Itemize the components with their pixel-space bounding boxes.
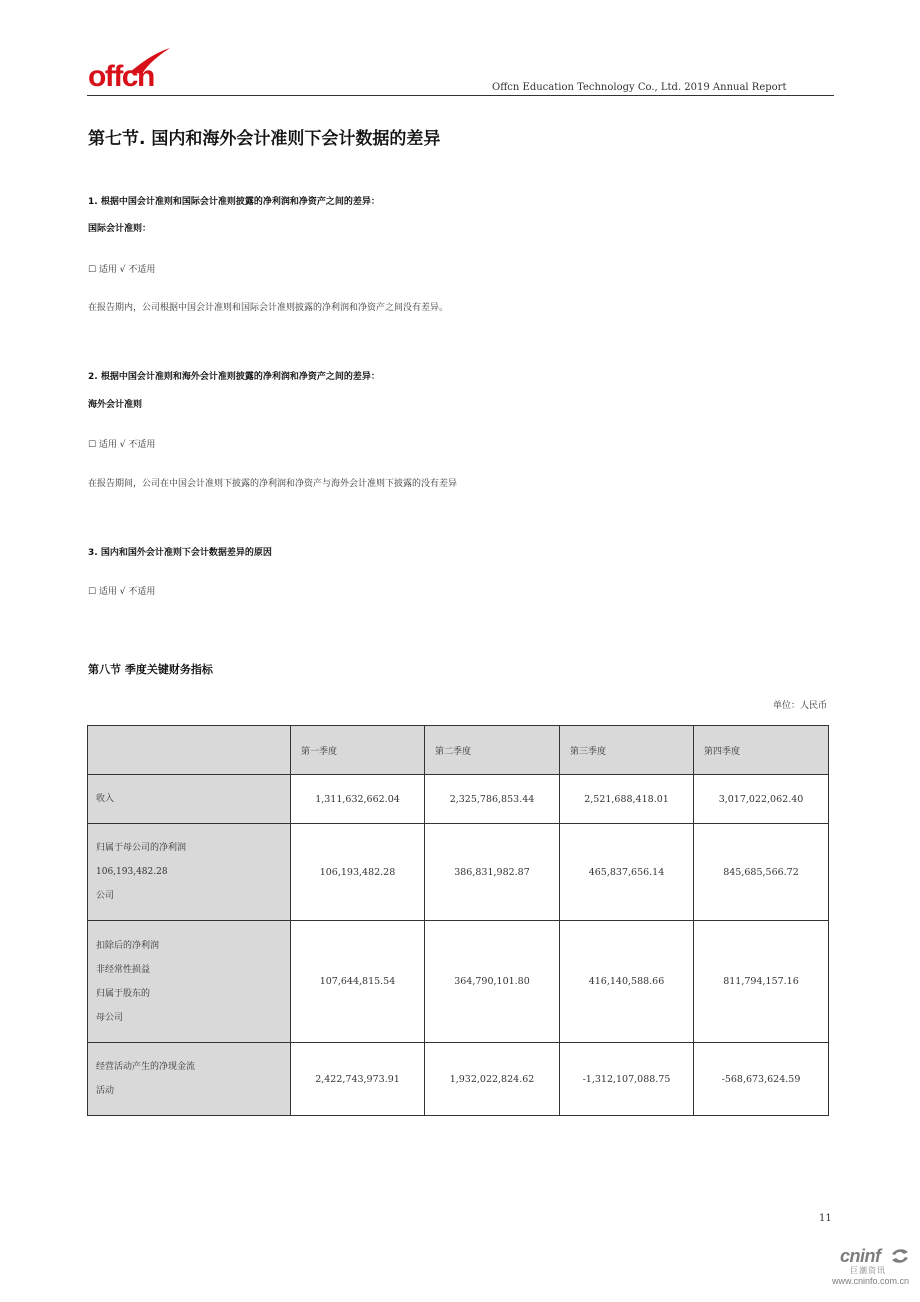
currency-unit: 单位：人民币 (772, 701, 827, 711)
table-row (88, 1043, 829, 1116)
section7-item2-heading: 2. 根据中国会计准则和海外会计准则披露的净利润和净资产之间的差异： (88, 372, 380, 382)
header-divider (87, 95, 834, 96)
table-cell: 106,193,482.28 (291, 824, 425, 921)
cninfo-watermark (832, 1246, 916, 1288)
section7-item1-subheading: 国际会计准则： (88, 224, 152, 234)
row-label-line: 归属于母公司的净利润 (96, 843, 187, 853)
page-number: 11 (819, 1213, 832, 1224)
row-label-line: 收入 (96, 794, 115, 804)
row-label-line: 母公司 (96, 1012, 124, 1023)
row-label-line: 归属于股东的 (96, 988, 151, 999)
row-label-line: 扣除后的净利润 (96, 940, 160, 951)
row-label (88, 824, 291, 921)
table-cell: 811,794,157.16 (694, 921, 829, 1043)
watermark-logo-icon (890, 1248, 910, 1264)
table-cell: 465,837,656.14 (560, 824, 694, 921)
row-label (88, 775, 291, 824)
watermark-chinese: 巨潮资讯 (850, 1266, 886, 1275)
offcn-logo (88, 46, 172, 92)
header-company-line: Offcn Education Technology Co., Ltd. 2019 Annual Report (492, 82, 787, 93)
section7-item2-statement: 在报告期间，公司在中国会计准则下披露的净利润和净资产与海外会计准则下披露的没有差异 (88, 479, 458, 489)
section7-item1-statement: 在报告期内，公司根据中国会计准则和国际会计准则披露的净利润和净资产之间没有差异。 (88, 303, 449, 313)
column-header: 第一季度 (291, 726, 425, 775)
watermark-brand: cninf (840, 1246, 881, 1266)
section7-item2-applicability: ☐ 适用 √ 不适用 (88, 440, 156, 450)
row-label-line: 非经常性损益 (96, 964, 151, 975)
table-cell: 364,790,101.80 (425, 921, 560, 1043)
section8-title: 第八节 季度关键财务指标 (88, 663, 213, 676)
row-label (88, 1043, 291, 1116)
logo-text: offcn (88, 60, 154, 93)
column-header: 第四季度 (694, 726, 829, 775)
row-label (88, 921, 291, 1043)
table-cell: -568,673,624.59 (694, 1043, 829, 1116)
table-cell: 845,685,566.72 (694, 824, 829, 921)
table-cell: 1,311,632,662.04 (291, 775, 425, 824)
row-label-line: 经营活动产生的净现金流 (96, 1062, 196, 1072)
column-header: 第二季度 (425, 726, 560, 775)
section7-item2-subheading: 海外会计准则 (88, 400, 143, 410)
quarterly-indicators-table (87, 725, 829, 1116)
row-label-line: 公司 (96, 891, 115, 901)
section7-item3-heading: 3. 国内和国外会计准则下会计数据差异的原因 (88, 548, 272, 558)
section7-item1-applicability: ☐ 适用 √ 不适用 (88, 265, 156, 275)
table-cell: 2,521,688,418.01 (560, 775, 694, 824)
table-cell: 1,932,022,824.62 (425, 1043, 560, 1116)
table-row (88, 921, 829, 1043)
table-cell: 416,140,588.66 (560, 921, 694, 1043)
table-corner-cell (88, 726, 291, 775)
section7-item1-heading: 1. 根据中国会计准则和国际会计准则披露的净利润和净资产之间的差异： (88, 197, 380, 207)
table-cell: 3,017,022,062.40 (694, 775, 829, 824)
table-header-row (88, 726, 829, 775)
section7-title: 第七节. 国内和海外会计准则下会计数据的差异 (88, 129, 441, 149)
column-header: 第三季度 (560, 726, 694, 775)
table-cell: 386,831,982.87 (425, 824, 560, 921)
table-cell: -1,312,107,088.75 (560, 1043, 694, 1116)
table-row (88, 775, 829, 824)
row-label-line: 活动 (96, 1086, 115, 1096)
row-label-line: 106,193,482.28 (96, 867, 168, 877)
table-cell: 2,325,786,853.44 (425, 775, 560, 824)
watermark-url: www.cninfo.com.cn (832, 1276, 910, 1286)
table-cell: 107,644,815.54 (291, 921, 425, 1043)
section7-item3-applicability: ☐ 适用 √ 不适用 (88, 587, 156, 597)
table-row (88, 824, 829, 921)
table-cell: 2,422,743,973.91 (291, 1043, 425, 1116)
